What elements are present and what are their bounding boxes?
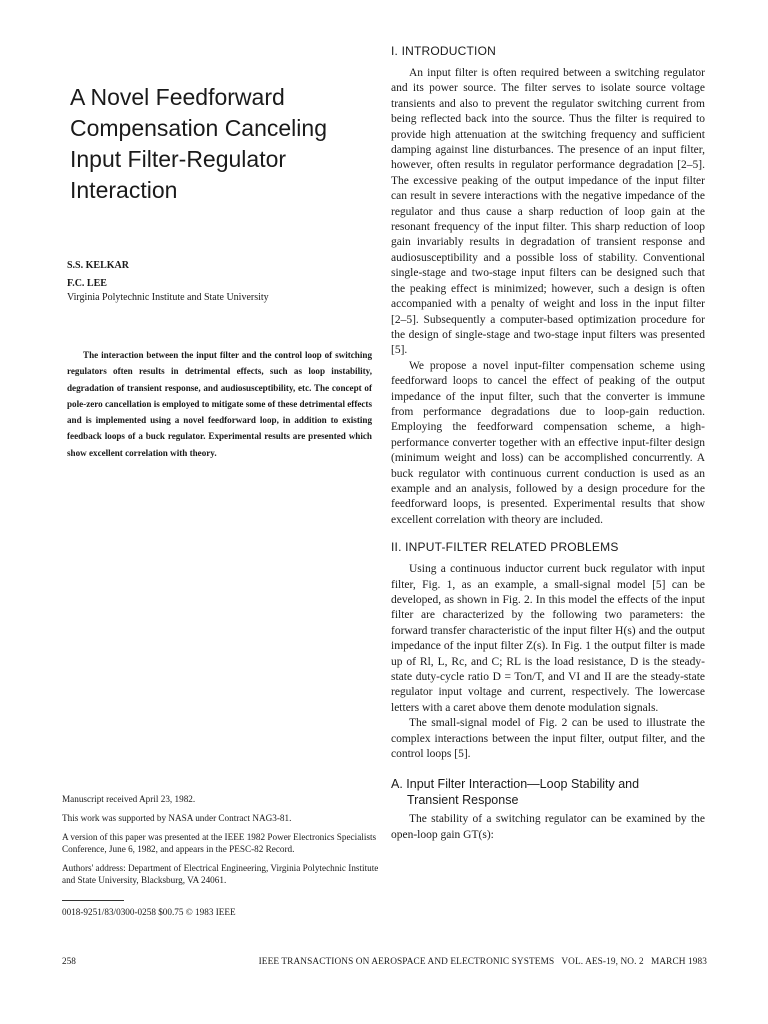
author-block (67, 259, 367, 305)
journal-volume: VOL. AES-19, NO. 2 (561, 957, 644, 967)
subsection-heading-line1: A. Input Filter Interaction—Loop Stability and (391, 777, 640, 792)
footnote-copyright: 0018-9251/83/0300-0258 $00.75 © 1983 IEEE (62, 907, 236, 917)
journal-date: MARCH 1983 (650, 957, 707, 967)
subsection-heading-line2: Transient Response (407, 793, 519, 808)
abstract: The interaction between the input filter and the control loop of switching regulators often results in detrimental effects, such as loop instability, degradation of transient response, and audiosusceptibility, etc. The concept of pole-zero cancellation is employed to mitigate some of these detrimental effects and is implemented using a novel feedforward loop, in addition to existing feedback loops of a buck regulator. Experimental results are presented which show excellent correlation with theory. (67, 350, 372, 458)
page-number: 258 (62, 957, 76, 967)
subsection-heading (391, 776, 705, 808)
journal-title: IEEE TRANSACTIONS ON AEROSPACE AND ELECTRONIC SYSTEMS (258, 957, 555, 967)
footnote-divider (62, 900, 124, 901)
footnote-received: Manuscript received April 23, 1982. (62, 794, 196, 804)
paragraph: The stability of a switching regulator can be examined by the open-loop gain GT(s): (391, 813, 705, 841)
author-affiliation: Virginia Polytechnic Institute and State University (67, 292, 269, 303)
journal-name (259, 957, 707, 967)
paper-title: A Novel Feedforward Compensation Canceling Input Filter-Regulator Interaction (70, 84, 327, 203)
paragraph: An input filter is often required between a switching regulator and its power source. The filter serves to isolate source voltage transients and also to prevent the regulator switching current from being reflected back into the source. Thus the filter is required to provide high attenuation at the switching frequency and sufficient damping against line disturbances. The presence of an input filter, however, often results in regulator performance degradation [2–5]. The excessive peaking of the output impedance of the input filter can result in severe interactions with the negative impedance of the regulator and thus cause a sharp reduction of loop gain at the resonant frequency of the input filter. This sharp reduction of loop gain invariably results in degradation of transient response and audiosusceptibility and a possible loss of stability. Conventional single-stage and two-stage input filters can be designed such that the peaking effect is minimized; however, such a design is often accompanied with a penalty of weight and loss in the input filter [2–5]. Subsequently a computer-based optimization procedure for the design of single-stage and two-stage input filters was presented [5]. (391, 67, 705, 357)
paragraph: The small-signal model of Fig. 2 can be used to illustrate the complex interactions between the input filter, output filter, and the control loops [5]. (391, 717, 705, 761)
right-column (391, 44, 705, 843)
paragraph: Using a continuous inductor current buck regulator with input filter, Fig. 1, as an example, a small-signal model [5] can be developed, as shown in Fig. 2. In this model the effects of the input filter are characterized by the following two parameters: the forward transfer characteristic of the input filter H(s) and the output impedance of the input filter Z(s). In Fig. 1 the output filter is made up of Rl, L, Rc, and C; RL is the load resistance, D is the steady-state duty-cycle ratio D = Ton/T, and VI and II are the steady-state regulator input voltage and current, respectively. The lowercase letters with a caret above them denote modulation signals. (391, 563, 705, 714)
footnote-conference: A version of this paper was presented at the IEEE 1982 Power Electronics Specialists Conference, June 6, 1982, and appears in the PESC-82 Record. (62, 832, 377, 854)
page-footer (62, 957, 707, 967)
footnote-address: Authors' address: Department of Electrical Engineering, Virginia Polytechnic Institute and State University, Blacksburg, VA 24061. (62, 863, 379, 885)
section-heading-input-filter: II. INPUT-FILTER RELATED PROBLEMS (391, 540, 619, 555)
footnote-support: This work was supported by NASA under Contract NAG3-81. (62, 812, 292, 823)
section-heading-introduction: I. INTRODUCTION (391, 44, 496, 58)
footnotes (62, 794, 380, 926)
paragraph: We propose a novel input-filter compensation scheme using feedforward loops to cancel the effect of peaking of the output impedance of the input filter, such that the converter is immune from performance degradations due to loop-gain reduction. Employing the feedforward compensation scheme, a high-performance converter together with an effective input-filter design (minimum weight and loss) can be accomplished concurrently. A buck regulator with continuous current conduction is used as an example and an analysis, followed by a design procedure for the feedforward loops, is presented. Experimental results that show excellent correlation with theory are included. (391, 359, 705, 526)
author-name: S.S. KELKAR (67, 260, 129, 271)
author-name: F.C. LEE (67, 278, 107, 289)
